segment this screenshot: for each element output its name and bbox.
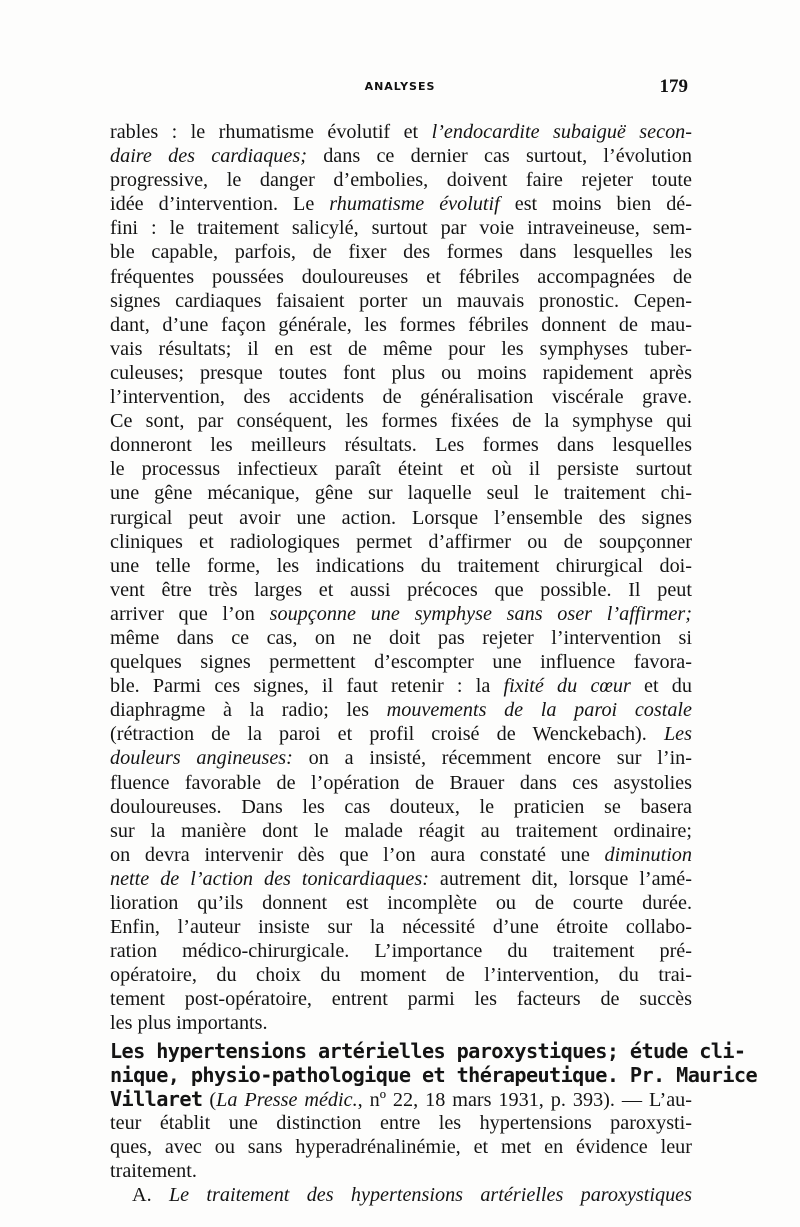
text-segment: et du: [630, 675, 692, 698]
page-header: [110, 76, 690, 100]
text-line: [110, 626, 692, 650]
text-segment: culeuses; presque toutes font plus ou moins rapidement après: [110, 361, 692, 384]
text-segment: une telle forme, les indications du traitement chirurgical doi-: [110, 554, 692, 577]
text-segment: autrement dit, lorsque l’amé-: [428, 867, 692, 890]
text-segment: ble capable, parfois, de fixer des formes dans lesquelles les: [110, 241, 692, 264]
text-segment: l’intervention, des accidents de généralisation viscérale grave.: [110, 386, 692, 409]
text-segment: vais résultats; il en est de même pour les symphyses tuber-: [110, 337, 692, 360]
text-line: [110, 602, 692, 626]
text-segment: vent être très larges et aussi précoces que possible. Il peut: [110, 578, 692, 601]
text-line: [110, 168, 692, 192]
text-line: [110, 240, 692, 264]
text-line: [110, 1038, 746, 1063]
text-segment: lioration qu’ils donnent est incomplète ou de courte durée.: [110, 892, 692, 914]
text-segment: dans ce dernier cas surtout, l’évolution: [306, 145, 692, 168]
text-segment: fluence favorable de l’opération de Brauer dans ces asystolies: [110, 771, 692, 794]
text-line: [110, 361, 692, 385]
text-segment: cliniques et radiologiques permet d’affirmer ou de soupçonner: [110, 530, 692, 553]
article-title-text: Les hypertensions artérielles paroxystiques; étude cli-: [110, 1038, 746, 1063]
text-line: [110, 313, 692, 337]
text-segment: , nº 22, 18 mars 1931, p. 393). — L’au-: [357, 1088, 692, 1111]
text-line: [110, 433, 692, 457]
text-segment: traitement.: [110, 1160, 197, 1183]
italic-text: La Presse médic.: [216, 1088, 358, 1111]
text-line: [110, 1011, 692, 1035]
text-segment: douloureuses. Dans les cas douteux, le praticien se basera: [110, 795, 692, 818]
text-line: [110, 674, 692, 698]
page-number: 179: [659, 76, 688, 97]
text-line: [110, 819, 692, 843]
text-segment: on a insisté, récemment encore sur l’in-: [292, 747, 692, 770]
text-line: [110, 1159, 692, 1183]
text-line: [110, 337, 692, 361]
text-line: [110, 554, 692, 578]
text-line: [110, 144, 692, 168]
italic-text: l’endocardite subaiguë secon-: [431, 121, 692, 143]
text-segment: sur la manière dont le malade réagit au traitement ordinaire;: [110, 819, 692, 842]
body-text: [110, 120, 758, 1207]
text-line: [110, 963, 692, 987]
text-line: [110, 530, 692, 554]
text-line: [110, 1111, 692, 1135]
text-segment: Enfin, l’auteur insiste sur la nécessité d’une étroite collabo-: [110, 916, 692, 939]
text-segment: teur établit une distinction entre les hypertensions paroxysti-: [110, 1111, 692, 1134]
text-line: [110, 265, 692, 289]
text-segment: diaphragme à la radio; les: [110, 699, 387, 722]
text-segment: signes cardiaques faisaient porter un mauvais pronostic. Cepen-: [110, 289, 692, 312]
text-line: [110, 746, 692, 770]
text-line: [110, 1087, 692, 1111]
text-segment: même dans ce cas, on ne doit pas rejeter l’intervention si: [110, 626, 692, 649]
text-segment: ration médico-chirurgicale. L’importance du traitement pré-: [110, 940, 692, 963]
text-segment: A.: [132, 1184, 169, 1207]
text-segment: Ce sont, par conséquent, les formes fixées de la symphyse qui: [110, 410, 692, 433]
italic-text: daire des cardiaques;: [110, 145, 307, 168]
running-title: ANALYSES: [364, 80, 436, 93]
text-line: [110, 867, 692, 891]
text-segment: fini : le traitement salicylé, surtout par voie intraveineuse, sem-: [110, 217, 692, 240]
text-line: [110, 795, 692, 819]
text-line: [110, 506, 692, 530]
text-segment: (rétraction de la paroi et profil croisé de Wenckebach).: [110, 723, 664, 746]
text-line: [110, 915, 692, 939]
text-segment: fréquentes poussées douloureuses et fébriles accompagnées de: [110, 265, 692, 288]
italic-text: douleurs angineuses:: [110, 747, 293, 770]
text-segment: le processus infectieux paraît éteint et où il persiste surtout: [110, 458, 692, 481]
text-segment: une gêne mécanique, gêne sur laquelle seul le traitement chi-: [110, 482, 692, 505]
text-segment: progressive, le danger d’embolies, doivent faire rejeter toute: [110, 169, 692, 192]
text-segment: on devra intervenir dès que l’on aura constaté une: [110, 843, 605, 866]
text-line: [110, 939, 692, 963]
text-line: [110, 843, 692, 867]
text-line: [110, 650, 692, 674]
text-line: [110, 1135, 692, 1159]
text-line: [110, 120, 692, 144]
text-segment: quelques signes permettent d’escompter une influence favora-: [110, 651, 692, 674]
text-segment: tement post-opératoire, entrent parmi les facteurs de succès: [110, 988, 692, 1011]
text-segment: dant, d’une façon générale, les formes fébriles donnent de mau-: [110, 313, 692, 336]
italic-text: nette de l’action des tonicardiaques:: [110, 867, 429, 890]
text-line: [110, 1183, 692, 1207]
italic-text: diminution: [604, 843, 692, 866]
text-line: [110, 192, 692, 216]
italic-text: fixité du cœur: [503, 675, 631, 698]
text-line: [110, 216, 692, 240]
text-line: [110, 481, 692, 505]
text-segment: donneront les meilleurs résultats. Les formes dans lesquelles: [110, 434, 692, 457]
text-segment: arriver que l’on: [110, 602, 270, 625]
text-line: [110, 698, 692, 722]
text-segment: ques, avec ou sans hyperadrénalinémie, et met en évidence leur: [110, 1135, 692, 1158]
italic-text: Le traitement des hypertensions artérielles paroxystiques: [168, 1184, 692, 1207]
text-segment: ble. Parmi ces signes, il faut retenir : la: [110, 675, 504, 698]
text-segment: rables : le rhumatisme évolutif et: [110, 121, 432, 143]
text-segment: est moins bien dé-: [499, 193, 692, 216]
text-line: [110, 289, 692, 313]
text-segment: (: [202, 1088, 217, 1111]
article-title-text: nique, physio-pathologique et thérapeutique. Pr. Maurice: [110, 1062, 758, 1087]
text-line: [110, 891, 692, 915]
italic-text: Les: [663, 723, 692, 746]
text-line: [110, 578, 692, 602]
text-line: [110, 987, 692, 1011]
text-line: [110, 457, 692, 481]
text-line: [110, 722, 692, 746]
text-line: [110, 409, 692, 433]
text-segment: opératoire, du choix du moment de l’intervention, du trai-: [110, 964, 692, 987]
text-segment: les plus importants.: [110, 1012, 268, 1035]
article-title-text: Villaret: [110, 1086, 203, 1111]
italic-text: rhumatisme évolutif: [329, 193, 500, 216]
text-line: [110, 1062, 758, 1087]
italic-text: mouvements de la paroi costale: [386, 699, 692, 722]
text-line: [110, 771, 692, 795]
text-segment: rurgical peut avoir une action. Lorsque l’ensemble des signes: [110, 506, 692, 529]
italic-text: soupçonne une symphyse sans oser l’affirmer;: [269, 602, 692, 625]
text-segment: idée d’intervention. Le: [110, 193, 330, 216]
text-line: [110, 385, 692, 409]
